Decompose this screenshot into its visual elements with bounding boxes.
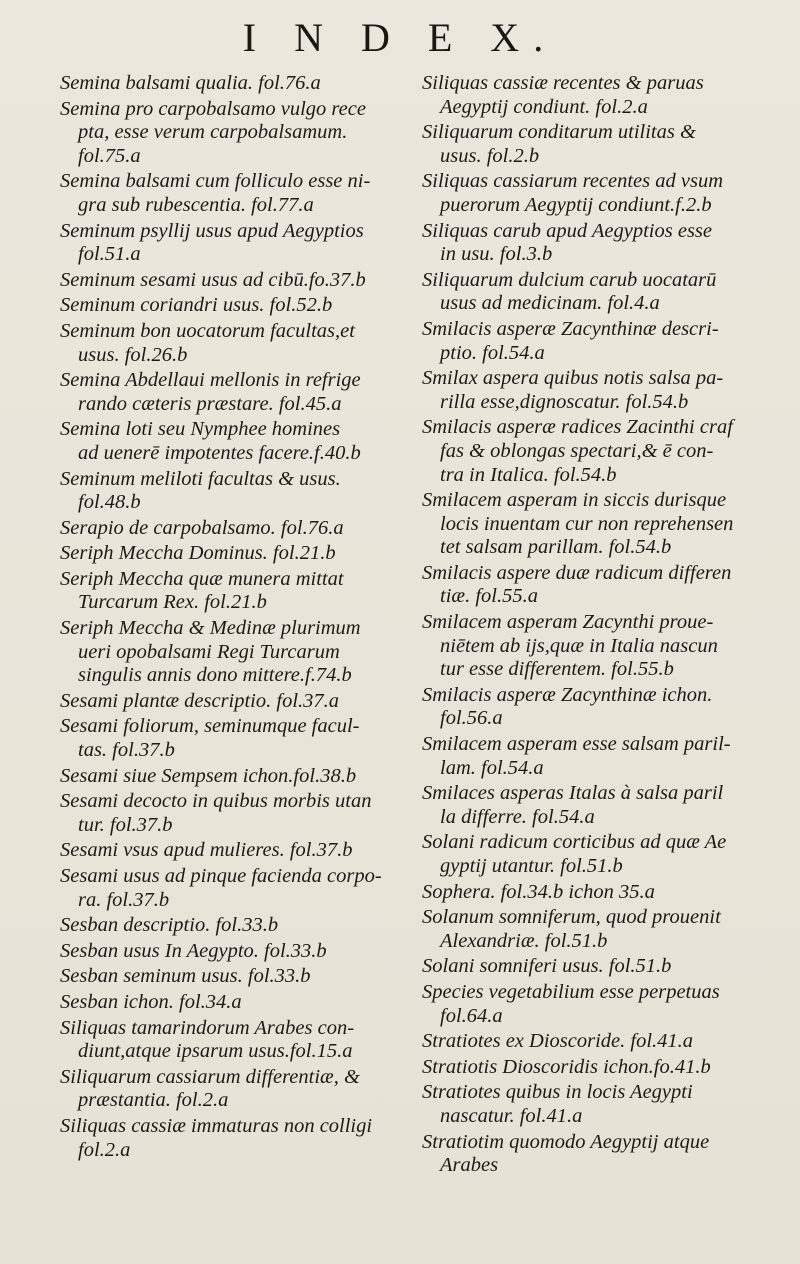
- index-entry: [60, 72, 404, 96]
- index-entry: [60, 418, 404, 465]
- index-entry-line: ra. fol.37.b: [78, 888, 170, 911]
- index-entry: [422, 906, 768, 953]
- index-entry: [60, 294, 404, 318]
- index-entry-line: Smilacis aspere duæ radicum differen: [422, 561, 732, 584]
- index-entry: [422, 1056, 768, 1080]
- index-entry: [60, 468, 404, 515]
- index-entry-line: Species vegetabilium esse perpetuas: [422, 980, 720, 1003]
- index-entry-line: Sophera. fol.34.b ichon 35.a: [422, 880, 655, 903]
- index-entry-line: Seminum psyllij usus apud Aegyptios: [60, 219, 364, 242]
- index-entry-line: Stratiotes ex Dioscoride. fol.41.a: [422, 1030, 694, 1053]
- index-entry: [422, 562, 768, 609]
- index-entry-line: Sesami plantæ descriptio. fol.37.a: [60, 689, 340, 712]
- index-entry-line: fol.2.a: [78, 1138, 131, 1161]
- index-entry-line: Seriph Meccha & Medinæ plurimum: [60, 617, 361, 640]
- index-entry-line: Siliquas tamarindorum Arabes con-: [60, 1016, 355, 1039]
- index-entry: [60, 690, 404, 714]
- index-entry: [422, 170, 768, 217]
- index-entry: [422, 881, 768, 905]
- index-entry-line: Seminum sesami usus ad cibū.fo.37.b: [60, 268, 366, 291]
- index-entry-line: Smilacis asperæ Zacynthinæ descri-: [422, 317, 719, 340]
- index-entry-line: Semina balsami qualia. fol.76.a: [60, 72, 321, 94]
- index-entry-line: Smilacem asperam Zacynthi proue-: [422, 611, 714, 634]
- index-entry-line: Stratiotim quomodo Aegyptij atque: [422, 1130, 710, 1153]
- index-entry-line: rando cæteris præstare. fol.45.a: [78, 392, 342, 415]
- index-entry: [422, 220, 768, 267]
- index-entry-line: diunt,atque ipsarum usus.fol.15.a: [78, 1040, 353, 1063]
- index-entry: [60, 839, 404, 863]
- index-entry: [422, 1081, 768, 1128]
- right-column: [422, 72, 768, 1180]
- index-entry: [422, 1030, 768, 1054]
- index-entry-line: nascatur. fol.41.a: [440, 1104, 583, 1127]
- index-entry: [60, 765, 404, 789]
- index-entry-line: Solanum somniferum, quod prouenit: [422, 906, 721, 929]
- index-entry-line: Sesami siue Sempsem ichon.fol.38.b: [60, 764, 357, 787]
- index-entry-line: ad uenerē impotentes facere.f.40.b: [78, 441, 361, 464]
- index-entry-line: gra sub rubescentia. fol.77.a: [78, 193, 314, 216]
- index-entry: [60, 170, 404, 217]
- index-entry: [60, 991, 404, 1015]
- index-entry-line: Seminum meliloti facultas & usus.: [60, 467, 341, 490]
- page-title: I N D E X.: [242, 15, 558, 60]
- index-entry-line: fol.64.a: [440, 1004, 503, 1027]
- index-entry-line: Siliquas carub apud Aegyptios esse: [422, 219, 713, 242]
- index-entry: [60, 790, 404, 837]
- index-entry-line: ptio. fol.54.a: [440, 341, 545, 364]
- index-entry-line: Siliquas cassiarum recentes ad vsum: [422, 170, 724, 193]
- index-entry-line: Arabes: [440, 1154, 499, 1177]
- index-entry: [422, 733, 768, 780]
- index-entry-line: Semina pro carpobalsamo vulgo rece: [60, 97, 366, 120]
- index-entry-line: Stratiotes quibus in locis Aegypti: [422, 1081, 693, 1104]
- index-entry: [60, 98, 404, 169]
- index-entry-line: fol.48.b: [78, 491, 141, 514]
- index-entry: [60, 965, 404, 989]
- index-entry-line: usus. fol.2.b: [440, 144, 540, 167]
- index-entry-line: lam. fol.54.a: [440, 756, 544, 779]
- index-entry: [422, 782, 768, 829]
- index-entry: [60, 542, 404, 566]
- index-entry: [60, 865, 404, 912]
- index-entry: [60, 1066, 404, 1113]
- index-entry-line: Smilacis asperæ Zacynthinæ ichon.: [422, 683, 713, 706]
- index-entry: [60, 1017, 404, 1064]
- index-entry: [422, 1131, 768, 1178]
- index-entry: [422, 489, 768, 560]
- index-entry-line: Smilaces asperas Italas à salsa paril: [422, 782, 724, 805]
- index-entry-line: Siliquarum cassiarum differentiæ, &: [60, 1065, 360, 1088]
- index-entry: [422, 955, 768, 979]
- index-entry-line: Seriph Meccha quæ munera mittat: [60, 567, 344, 590]
- index-entry-line: pta, esse verum carpobalsamum.: [78, 121, 348, 144]
- index-entry-line: Smilacis asperæ radices Zacinthi craf: [422, 416, 733, 439]
- index-entry: [60, 617, 404, 688]
- index-entry-line: usus. fol.26.b: [78, 343, 188, 366]
- index-entry-line: Sesban ichon. fol.34.a: [60, 990, 242, 1013]
- index-entry-line: la differre. fol.54.a: [440, 805, 595, 828]
- index-entry-line: Siliquarum dulcium carub uocatarū: [422, 268, 717, 291]
- index-entry-line: Solani somniferi usus. fol.51.b: [422, 955, 672, 978]
- index-entry-line: gyptij utantur. fol.51.b: [440, 855, 623, 877]
- index-entry: [60, 940, 404, 964]
- index-entry-line: Smilacem asperam esse salsam paril-: [422, 733, 731, 756]
- index-entry: [422, 367, 768, 414]
- index-entry: [422, 269, 768, 316]
- index-entry: [422, 831, 768, 878]
- index-entry-line: Sesami decocto in quibus morbis utan: [60, 790, 372, 813]
- index-entry-line: ueri opobalsami Regi Turcarum: [78, 640, 340, 663]
- index-entry-line: præstantia. fol.2.a: [78, 1089, 229, 1112]
- index-entry-line: Serapio de carpobalsamo. fol.76.a: [60, 516, 344, 539]
- index-entry-line: Stratiotis Dioscoridis ichon.fo.41.b: [422, 1055, 711, 1078]
- index-entry: [422, 416, 768, 487]
- index-entry-line: Seminum coriandri usus. fol.52.b: [60, 294, 333, 317]
- index-entry-line: Sesami foliorum, seminumque facul-: [60, 715, 360, 738]
- index-entry-line: Seriph Meccha Dominus. fol.21.b: [60, 542, 336, 565]
- index-entry-line: Turcarum Rex. fol.21.b: [78, 591, 267, 614]
- left-column: [60, 72, 404, 1164]
- index-entry-line: in usu. fol.3.b: [440, 243, 553, 266]
- index-entry-line: niētem ab ijs,quæ in Italia nascun: [440, 634, 718, 657]
- index-entry-line: fol.75.a: [78, 144, 141, 167]
- index-entry-line: Solani radicum corticibus ad quæ Ae: [422, 831, 727, 854]
- index-entry-line: Smilax aspera quibus notis salsa pa-: [422, 367, 724, 390]
- index-entry-line: rilla esse,dignoscatur. fol.54.b: [440, 390, 689, 413]
- index-entry-line: Sesban seminum usus. fol.33.b: [60, 965, 311, 988]
- index-entry: [422, 611, 768, 682]
- index-entry: [60, 914, 404, 938]
- index-entry-line: fol.51.a: [78, 243, 141, 266]
- index-entry-line: Seminum bon uocatorum facultas,et: [60, 319, 355, 342]
- index-entry: [422, 72, 768, 119]
- index-entry-line: fas & oblongas spectari,& ē con-: [440, 439, 714, 462]
- index-entry: [60, 320, 404, 367]
- index-entry-line: tra in Italica. fol.54.b: [440, 463, 617, 486]
- index-entry-line: fol.56.a: [440, 707, 503, 730]
- index-entry: [422, 318, 768, 365]
- index-entry-line: singulis annis dono mittere.f.74.b: [78, 664, 352, 687]
- index-entry: [60, 517, 404, 541]
- index-entry-line: usus ad medicinam. fol.4.a: [440, 292, 660, 315]
- index-entry-line: Sesami usus ad pinque facienda corpo-: [60, 865, 382, 887]
- index-entry-line: Smilacem asperam in siccis durisque: [422, 489, 727, 512]
- index-entry-line: Semina Abdellaui mellonis in refrige: [60, 369, 361, 392]
- index-entry-line: tiæ. fol.55.a: [440, 585, 538, 608]
- index-entry-line: Alexandriæ. fol.51.b: [440, 929, 608, 952]
- index-entry-line: puerorum Aegyptij condiunt.f.2.b: [440, 193, 712, 216]
- index-entry: [60, 1115, 404, 1162]
- index-entry: [60, 269, 404, 293]
- index-entry: [60, 715, 404, 762]
- index-entry-line: Siliquas cassiæ recentes & paruas: [422, 72, 704, 94]
- index-entry-line: Siliquas cassiæ immaturas non colligi: [60, 1114, 373, 1137]
- index-entry-line: Semina loti seu Nymphee homines: [60, 418, 341, 441]
- index-entry-line: Sesban usus In Aegypto. fol.33.b: [60, 939, 327, 962]
- index-entry-line: Siliquarum conditarum utilitas &: [422, 121, 696, 144]
- index-entry-line: Sesami vsus apud mulieres. fol.37.b: [60, 839, 353, 862]
- index-entry-line: Aegyptij condiunt. fol.2.a: [440, 95, 648, 118]
- index-entry-line: tur esse differentem. fol.55.b: [440, 658, 674, 681]
- index-entry-line: tet salsam parillam. fol.54.b: [440, 536, 672, 559]
- index-entry-line: tas. fol.37.b: [78, 739, 175, 762]
- index-entry: [60, 220, 404, 267]
- index-entry-line: Semina balsami cum folliculo esse ni-: [60, 170, 371, 193]
- index-entry: [60, 369, 404, 416]
- index-entry: [422, 981, 768, 1028]
- index-entry-line: locis inuentam cur non reprehensen: [440, 512, 734, 535]
- index-entry: [422, 684, 768, 731]
- index-entry: [60, 568, 404, 615]
- index-entry-line: Sesban descriptio. fol.33.b: [60, 914, 279, 937]
- index-entry-line: tur. fol.37.b: [78, 813, 173, 836]
- index-entry: [422, 121, 768, 168]
